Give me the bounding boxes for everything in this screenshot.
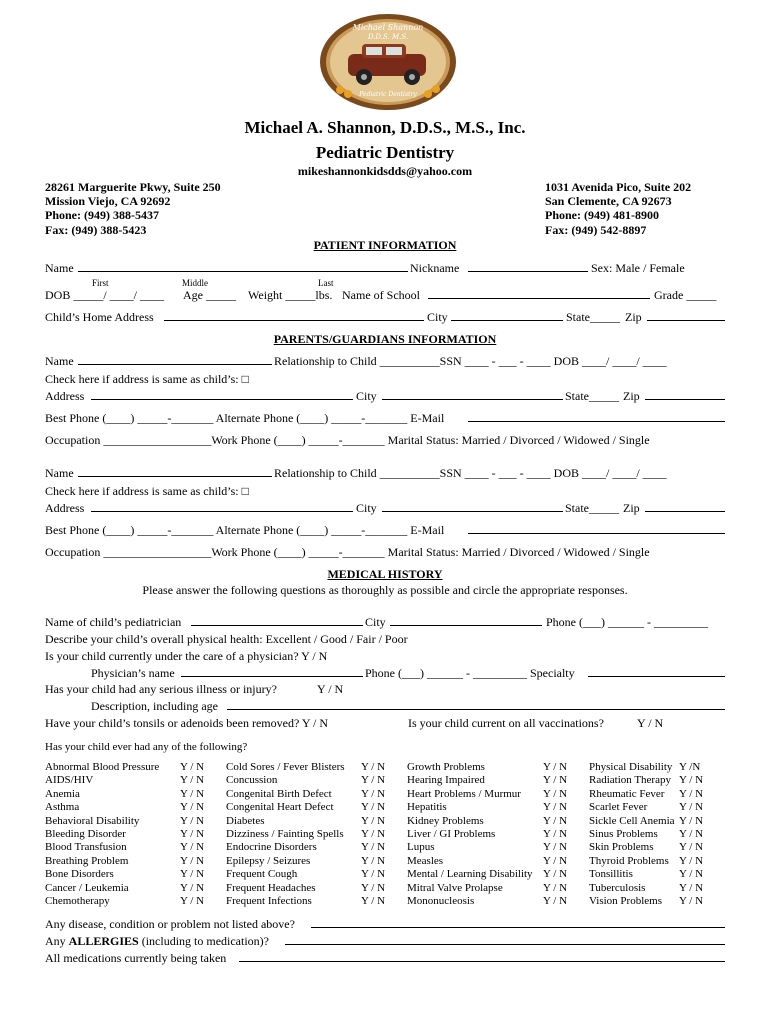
condition-label: Congenital Heart Defect [226,801,334,814]
allergies-bold: ALLERGIES [68,934,139,948]
description-field[interactable] [227,709,725,710]
right-office-address1: 1031 Avenida Pico, Suite 202 [545,180,692,194]
guardian2-occupation-row[interactable]: Occupation __________________Work Phone (____) _____-_______ Marital Status: Married / Divorced / Widowed / Single [45,545,650,559]
condition-label: Tonsillitis [589,868,633,881]
guardian1-address-label: Address [45,389,85,403]
overall-health-selector[interactable]: Describe your child’s overall physical health: Excellent / Good / Fair / Poor [45,632,408,646]
physician-name-field[interactable] [181,676,363,677]
condition-label: Thyroid Problems [589,854,669,867]
grade-field[interactable]: Grade _____ [654,288,717,302]
condition-yn[interactable]: Y / N [679,814,704,827]
condition-yn[interactable]: Y / N [543,881,568,894]
practice-name: Michael A. Shannon, D.D.S., M.S., Inc. [244,118,526,137]
condition-label: Blood Transfusion [45,841,127,854]
condition-yn[interactable]: Y / N [543,828,568,841]
condition-label: Anemia [45,787,80,800]
right-office-phone: Phone: (949) 481-8900 [545,208,659,222]
guardian1-state-field[interactable]: State_____ [565,389,619,403]
guardian2-zip-field[interactable] [645,511,725,512]
condition-row [45,882,715,895]
nickname-label: Nickname [410,261,460,275]
condition-row [45,774,715,787]
guardian2-relationship-row[interactable]: Relationship to Child __________SSN ____ - ___ - ____ DOB ____/ ____/ ____ [274,466,667,480]
guardian1-address-field[interactable] [91,399,353,400]
guardian1-name-label: Name [45,354,74,368]
medical-instructions: Please answer the following questions as thoroughly as possible and circle the appropriate responses. [142,583,628,597]
left-office-address1: 28261 Marguerite Pkwy, Suite 250 [45,180,221,194]
condition-yn[interactable]: Y / N [679,787,704,800]
condition-label: Endocrine Disorders [226,841,317,854]
condition-label: Vision Problems [589,895,662,908]
right-office-fax: Fax: (949) 542-8897 [545,223,647,237]
condition-yn[interactable]: Y / N [361,814,386,827]
condition-row [45,788,715,801]
left-office-address2: Mission Viejo, CA 92692 [45,194,171,208]
condition-row [45,868,715,881]
vaccinations-question: Is your child current on all vaccinations? [408,716,604,730]
guardian1-city-label: City [356,389,377,403]
condition-label: Bone Disorders [45,868,114,881]
guardian1-occupation-row[interactable]: Occupation __________________Work Phone (____) _____-_______ Marital Status: Married / Divorced / Widowed / Single [45,433,650,447]
practice-subtitle: Pediatric Dentistry [315,143,455,162]
condition-yn[interactable]: Y / N [180,854,205,867]
condition-label: Diabetes [226,814,265,827]
condition-row [45,895,715,908]
condition-label: Frequent Infections [226,895,312,908]
guardian1-same-address-checkbox[interactable]: Check here if address is same as child’s: □ [45,372,249,386]
condition-label: Growth Problems [407,761,485,773]
home-zip-field[interactable] [647,320,725,321]
condition-yn[interactable]: Y / N [180,801,205,814]
condition-yn[interactable]: Y / N [180,895,205,908]
condition-yn[interactable]: Y / N [180,828,205,841]
condition-yn[interactable]: Y / N [679,841,704,854]
condition-label: Scarlet Fever [589,801,648,814]
condition-label: Frequent Cough [226,868,298,881]
condition-label: Skin Problems [589,841,654,854]
condition-yn[interactable]: Y / N [679,895,704,908]
condition-label: Epilepsy / Seizures [226,854,311,867]
pediatrician-city-field[interactable] [390,625,542,626]
school-field[interactable] [428,298,650,299]
condition-label: Hearing Impaired [407,774,485,787]
physician-name-label: Physician’s name [91,666,175,680]
patient-name-field[interactable] [78,271,408,272]
condition-label: Behavioral Disability [45,814,140,827]
conditions-table [45,761,715,908]
condition-yn[interactable]: Y / N [543,787,568,800]
tonsils-question[interactable]: Have your child’s tonsils or adenoids been removed? Y / N [45,716,329,730]
guardian2-same-address-checkbox[interactable]: Check here if address is same as child’s: □ [45,484,249,498]
guardian1-relationship-row[interactable]: Relationship to Child __________SSN ____ - ___ - ____ DOB ____/ ____/ ____ [274,354,667,368]
sex-selector[interactable]: Sex: Male / Female [591,261,685,275]
condition-yn[interactable]: Y / N [180,774,205,787]
medications-field[interactable] [239,961,725,962]
vaccinations-yn[interactable]: Y / N [637,716,664,730]
condition-label: Chemotherapy [45,895,110,908]
parents-heading: PARENTS/GUARDIANS INFORMATION [273,332,497,346]
condition-label: Physical Disability [589,761,673,773]
pediatrician-phone-field[interactable]: Phone (___) ______ - _________ [546,615,708,629]
physician-phone-specialty[interactable]: Phone (___) ______ - _________ Specialty [365,666,575,680]
guardian2-address-label: Address [45,501,85,515]
condition-yn[interactable]: Y / N [180,761,205,773]
condition-label: Bleeding Disorder [45,828,126,841]
condition-label: Concussion [226,774,278,787]
condition-row [45,855,715,868]
condition-row [45,815,715,828]
middle-name-caption: Middle [182,278,208,288]
condition-label: Frequent Headaches [226,881,316,894]
condition-label: Kidney Problems [407,814,484,827]
left-office-fax: Fax: (949) 388-5423 [45,223,147,237]
condition-label: Hepatitis [407,801,447,814]
allergies-prefix: Any [45,934,69,948]
condition-yn[interactable]: Y / N [361,828,386,841]
allergies-field[interactable] [285,944,725,945]
home-city-field[interactable] [451,320,563,321]
guardian1-email-field[interactable] [468,421,725,422]
physician-specialty-field[interactable] [588,676,725,677]
condition-yn[interactable]: Y / N [543,895,568,908]
condition-yn[interactable]: Y / N [361,895,386,908]
condition-label: Tuberculosis [589,881,646,894]
condition-yn[interactable]: Y / N [679,774,704,787]
condition-yn[interactable]: Y / N [543,774,568,787]
condition-yn[interactable]: Y / N [361,868,386,881]
under-care-question[interactable]: Is your child currently under the care of a physician? Y / N [45,649,328,663]
allergies-suffix: (including to medication)? [138,934,269,948]
condition-label: Liver / GI Problems [407,828,496,841]
condition-yn[interactable]: Y / N [543,814,568,827]
condition-row [45,801,715,814]
school-label: Name of School [342,288,420,302]
condition-yn[interactable]: Y / N [679,854,704,867]
weight-field[interactable]: Weight _____lbs. [248,288,333,302]
condition-label: Cancer / Leukemia [45,881,129,894]
condition-yn[interactable]: Y / N [679,881,704,894]
guardian2-state-field[interactable]: State_____ [565,501,619,515]
condition-yn[interactable]: Y / N [543,868,568,881]
home-address-label: Child’s Home Address [45,310,154,324]
guardian2-name-label: Name [45,466,74,480]
condition-label: Heart Problems / Murmur [407,787,521,800]
condition-row [45,841,715,854]
svg-text:Pediatric Dentistry: Pediatric Dentistry [359,91,417,98]
home-address-field[interactable] [164,320,424,321]
practice-email: mikeshannonkidsdds@yahoo.com [297,164,473,178]
guardian2-city-field[interactable] [382,511,563,512]
condition-label: Sinus Problems [589,828,658,841]
condition-label: Congenital Birth Defect [226,787,332,800]
svg-text:Michael Shannon: Michael Shannon [352,23,424,32]
right-office-address2: San Clemente, CA 92673 [545,194,672,208]
pediatrician-field[interactable] [191,625,363,626]
other-disease-field[interactable] [311,927,725,928]
condition-yn[interactable]: Y / N [180,868,205,881]
guardian1-name-field[interactable] [78,364,272,365]
condition-yn[interactable]: Y / N [180,814,205,827]
condition-label: AIDS/HIV [45,774,94,787]
condition-label: Dizziness / Fainting Spells [226,828,344,841]
pediatrician-label: Name of child’s pediatrician [45,615,182,629]
condition-yn[interactable]: Y /N [679,761,701,773]
condition-yn[interactable]: Y / N [361,761,386,773]
condition-label: Mitral Valve Prolapse [407,881,503,894]
home-city-label: City [427,310,448,324]
nickname-field[interactable] [468,271,588,272]
age-field[interactable]: Age _____ [183,288,236,302]
conditions-question: Has your child ever had any of the following? [45,741,248,753]
condition-yn[interactable]: Y / N [543,801,568,814]
condition-label: Asthma [45,801,80,814]
allergies-label [45,934,269,948]
description-label: Description, including age [91,699,218,713]
guardian2-phones-row[interactable]: Best Phone (____) _____-_______ Alternate Phone (____) _____-_______ E-Mail [45,523,445,537]
guardian2-city-label: City [356,501,377,515]
condition-label: Rheumatic Fever [589,787,665,800]
condition-yn[interactable]: Y / N [180,841,205,854]
condition-yn[interactable]: Y / N [361,787,386,800]
condition-yn[interactable]: Y / N [679,868,704,881]
condition-label: Sickle Cell Anemia [589,814,675,827]
condition-yn[interactable]: Y / N [361,854,386,867]
patient-info-heading: PATIENT INFORMATION [313,238,457,252]
svg-text:D.D.S. M.S.: D.D.S. M.S. [367,33,409,41]
guardian2-email-field[interactable] [468,533,725,534]
home-zip-label: Zip [625,310,642,324]
condition-yn[interactable]: Y / N [180,787,205,800]
condition-label: Lupus [407,841,435,854]
guardian1-city-field[interactable] [382,399,563,400]
medications-label: All medications currently being taken [45,951,227,965]
condition-row [45,828,715,841]
condition-yn[interactable]: Y / N [361,881,386,894]
first-name-caption: First [92,278,109,288]
condition-yn[interactable]: Y / N [543,854,568,867]
practice-logo [318,12,458,112]
serious-illness-yn[interactable]: Y / N [317,682,344,696]
condition-label: Measles [407,854,444,867]
condition-label: Radiation Therapy [589,774,671,787]
condition-yn[interactable]: Y / N [361,841,386,854]
patient-name-label: Name [45,261,74,275]
dob-field[interactable]: DOB _____/ ____/ ____ [45,288,165,302]
guardian1-phones-row[interactable]: Best Phone (____) _____-_______ Alternate Phone (____) _____-_______ E-Mail [45,411,445,425]
condition-yn[interactable]: Y / N [361,774,386,787]
guardian1-zip-field[interactable] [645,399,725,400]
guardian2-name-field[interactable] [78,476,272,477]
condition-yn[interactable]: Y / N [180,881,205,894]
condition-yn[interactable]: Y / N [543,761,568,773]
condition-label: Breathing Problem [45,854,129,867]
left-office-phone: Phone: (949) 388-5437 [45,208,159,222]
condition-yn[interactable]: Y / N [679,801,704,814]
condition-label: Mental / Learning Disability [407,868,533,881]
condition-label: Mononucleosis [407,895,475,908]
guardian2-zip-label: Zip [623,501,640,515]
serious-illness-question: Has your child had any serious illness or injury? [45,682,277,696]
condition-yn[interactable]: Y / N [543,841,568,854]
medical-history-heading: MEDICAL HISTORY [327,567,443,581]
guardian2-address-field[interactable] [91,511,353,512]
home-state-field[interactable]: State_____ [566,310,620,324]
condition-label: Cold Sores / Fever Blisters [226,761,345,773]
pediatrician-city-label: City [365,615,386,629]
other-disease-label: Any disease, condition or problem not listed above? [45,917,295,931]
condition-row [45,761,715,774]
guardian1-zip-label: Zip [623,389,640,403]
condition-yn[interactable]: Y / N [361,801,386,814]
condition-yn[interactable]: Y / N [679,828,704,841]
condition-label: Abnormal Blood Pressure [45,761,160,773]
last-name-caption: Last [318,278,334,288]
